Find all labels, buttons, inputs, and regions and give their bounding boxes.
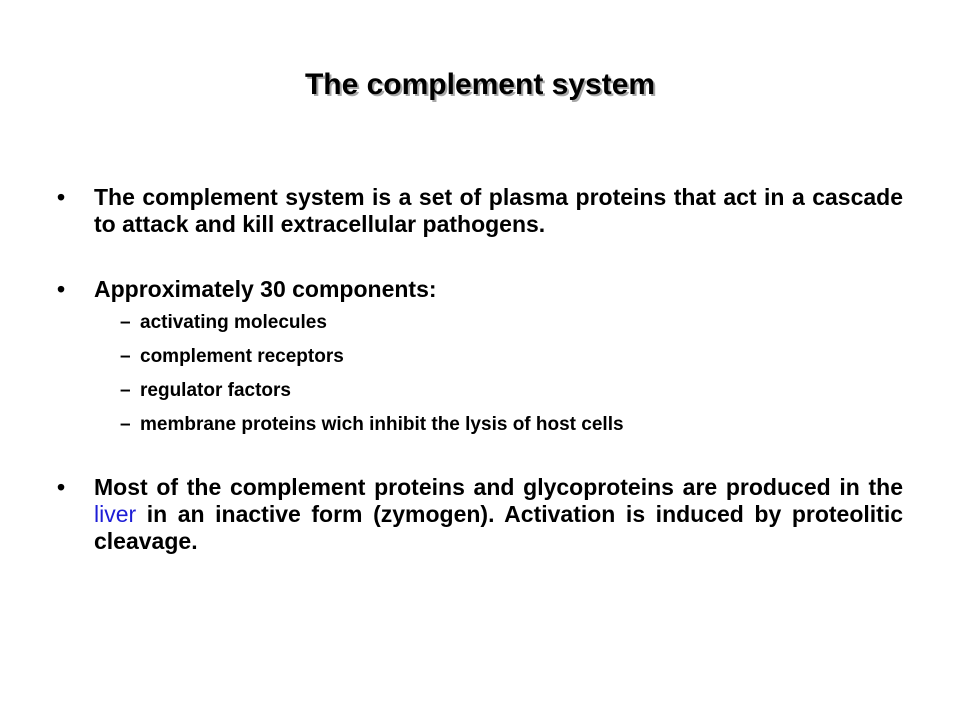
sub-bullet-text: membrane proteins wich inhibit the lysis of host cells xyxy=(140,414,624,435)
bullet-text-after: in an inactive form (zymogen). Activation is induced by proteolitic cleavage. xyxy=(94,501,903,554)
bullet-item xyxy=(57,184,903,238)
sub-bullet-text: complement receptors xyxy=(140,346,344,367)
bullet-dot-icon: • xyxy=(57,474,66,500)
bullet-item xyxy=(57,474,903,555)
dash-icon: – xyxy=(120,414,131,435)
sub-bullet-list xyxy=(57,311,903,437)
slide-title: The complement system xyxy=(304,68,656,101)
bullet-item xyxy=(57,276,903,303)
bullet-text: Approximately 30 components: xyxy=(94,276,437,302)
bullet-dot-icon: • xyxy=(57,276,66,302)
bullet-dot-icon: • xyxy=(57,184,66,210)
sub-bullet-item xyxy=(120,379,903,403)
liver-highlight: liver xyxy=(94,501,137,527)
dash-icon: – xyxy=(120,380,131,401)
sub-bullet-item xyxy=(120,311,903,335)
sub-bullet-text: regulator factors xyxy=(140,380,291,401)
dash-icon: – xyxy=(120,346,131,367)
bullet-text-before: Most of the complement proteins and glycoproteins are produced in the xyxy=(94,474,903,500)
sub-bullet-item xyxy=(120,345,903,369)
sub-bullet-item xyxy=(120,413,903,437)
slide-content xyxy=(57,184,903,555)
dash-icon: – xyxy=(120,312,131,333)
sub-bullet-text: activating molecules xyxy=(140,312,327,333)
bullet-text: The complement system is a set of plasma proteins that act in a cascade to attack and kill extracellular pathogens. xyxy=(94,184,903,237)
